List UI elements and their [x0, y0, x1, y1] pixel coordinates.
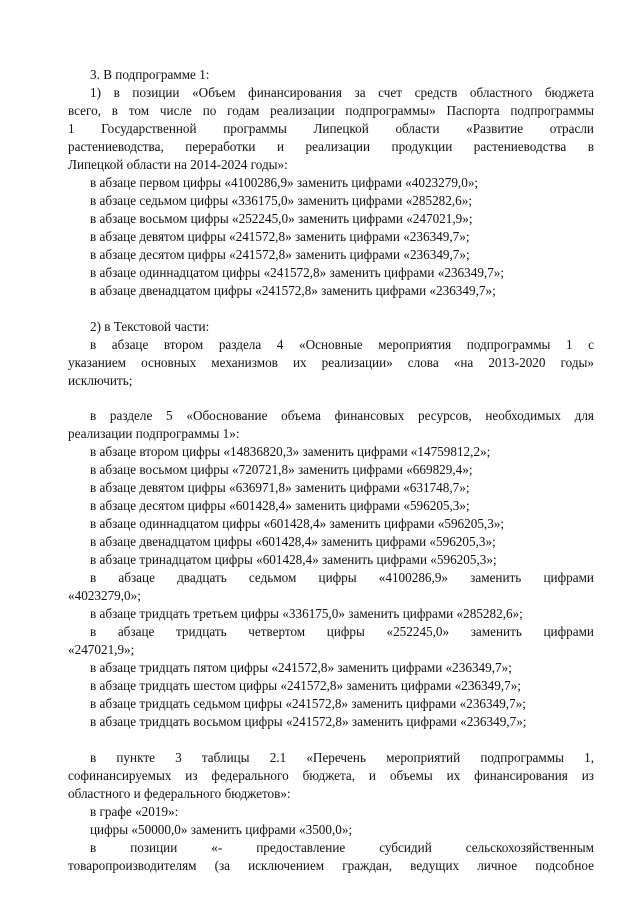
text-line: Липецкой области на 2014-2024 годы»:: [68, 157, 288, 172]
text-line: в абзаце втором раздела 4 «Основные мероприятия подпрограммы 1 с: [90, 337, 594, 352]
text-line: в абзаце тридцать четвертом цифры «252245,0» заменить цифрами: [90, 624, 594, 639]
text-line: в абзаце тринадцатом цифры «601428,4» заменить цифрами «596205,3»;: [90, 552, 497, 567]
text-line: всего, в том числе по годам реализации подпрограммы» Паспорта подпрограммы: [68, 103, 594, 118]
text-line: в абзаце первом цифры «4100286,9» заменить цифрами «4023279,0»;: [90, 175, 479, 190]
text-line: в абзаце тридцать пятом цифры «241572,8» заменить цифрами «236349,7»;: [90, 660, 512, 675]
text-line: 3. В подпрограмме 1:: [90, 67, 210, 82]
text-line: в позиции «- предоставление субсидий сельскохозяйственным: [90, 840, 594, 855]
text-line: софинансируемых из федерального бюджета, и объемы их финансирования из: [68, 768, 594, 783]
text-line: областного и федерального бюджетов»:: [68, 786, 291, 801]
text-line: в абзаце седьмом цифры «336175,0» заменить цифрами «285282,6»;: [90, 193, 473, 208]
text-line: в абзаце восьмом цифры «720721,8» заменить цифрами «669829,4»;: [90, 462, 473, 477]
text-line: в абзаце девятом цифры «241572,8» заменить цифрами «236349,7»;: [90, 229, 470, 244]
text-line: в абзаце втором цифры «14836820,3» заменить цифрами «14759812,2»;: [90, 444, 491, 459]
text-line: в абзаце тридцать шестом цифры «241572,8» заменить цифрами «236349,7»;: [90, 678, 521, 693]
text-line: в абзаце двенадцатом цифры «241572,8» заменить цифрами «236349,7»;: [90, 283, 496, 298]
text-line: в пункте 3 таблицы 2.1 «Перечень мероприятий подпрограммы 1,: [90, 750, 594, 765]
text-line: «247021,9»;: [68, 642, 135, 657]
text-line: 1) в позиции «Объем финансирования за счет средств областного бюджета: [90, 85, 594, 100]
text-line: в абзаце десятом цифры «601428,4» заменить цифрами «596205,3»;: [90, 498, 470, 513]
text-line: 1 Государственной программы Липецкой области «Развитие отрасли: [68, 121, 594, 136]
text-line: цифры «50000,0» заменить цифрами «3500,0»;: [90, 822, 353, 837]
text-line: в абзаце одиннадцатом цифры «601428,4» заменить цифрами «596205,3»;: [90, 516, 505, 531]
text-line: в абзаце тридцать третьем цифры «336175,0» заменить цифрами «285282,6»;: [90, 606, 523, 621]
text-line: в абзаце девятом цифры «636971,8» заменить цифрами «631748,7»;: [90, 480, 470, 495]
text-line: в абзаце десятом цифры «241572,8» заменить цифрами «236349,7»;: [90, 247, 470, 262]
text-line: «4023279,0»;: [68, 588, 141, 603]
text-line: указанием основных механизмов их реализации» слова «на 2013-2020 годы»: [68, 355, 594, 370]
text-line: в разделе 5 «Обоснование объема финансовых ресурсов, необходимых для: [90, 408, 594, 423]
text-line: в абзаце двадцать седьмом цифры «4100286,9» заменить цифрами: [90, 570, 594, 585]
text-line: в абзаце одиннадцатом цифры «241572,8» заменить цифрами «236349,7»;: [90, 265, 505, 280]
text-line: растениеводства, переработки и реализации продукции растениеводства в: [68, 139, 594, 154]
text-line: в абзаце двенадцатом цифры «601428,4» заменить цифрами «596205,3»;: [90, 534, 496, 549]
text-line: 2) в Текстовой части:: [90, 319, 210, 334]
text-line: в абзаце тридцать седьмом цифры «241572,8» заменить цифрами «236349,7»;: [90, 696, 526, 711]
text-line: исключить;: [68, 373, 133, 388]
text-line: в абзаце восьмом цифры «252245,0» заменить цифрами «247021,9»;: [90, 211, 473, 226]
text-line: в графе «2019»:: [90, 804, 179, 819]
text-line: в абзаце тридцать восьмом цифры «241572,8» заменить цифрами «236349,7»;: [90, 714, 527, 729]
text-line: реализации подпрограммы 1»:: [68, 426, 240, 441]
text-line: товаропроизводителям (за исключением граждан, ведущих личное подсобное: [68, 858, 594, 873]
